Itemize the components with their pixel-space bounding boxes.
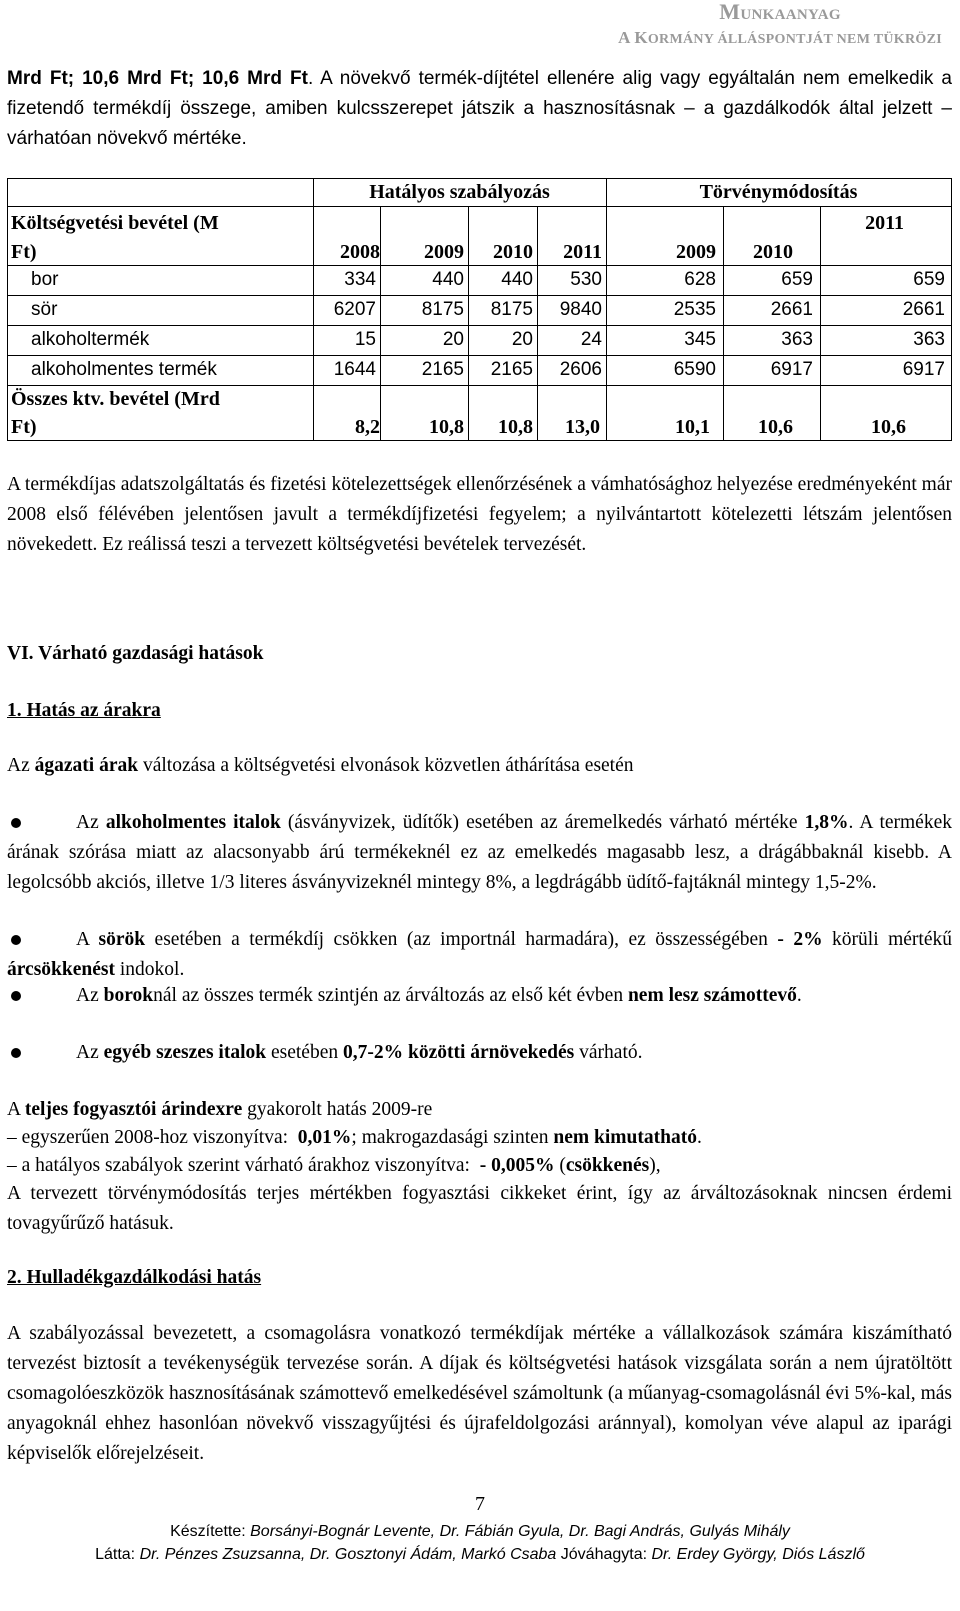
table-cell: 345 — [684, 329, 716, 350]
page-number: 7 — [475, 1493, 485, 1515]
watermark-line2: A KORMÁNY ÁLLÁSPONTJÁT NEM TÜKRÖZI — [618, 28, 942, 47]
paragraph-after-table: A termékdíjas adatszolgáltatás és fizetési kötelezettségek ellenőrzésének a vámhatósághoz helyezése eredményeként már 2008 első félévében jelentősen javult a termékdíjfizetési fegyelem; a nyilvántartott kötelezetti létszám jelentősen növekedett. Ez reálissá teszi a tervezett költségvetési bevételek tervezését. — [7, 474, 952, 555]
subsection-heading-2: 2. Hulladékgazdálkodási hatás — [7, 1267, 262, 1288]
footer-reviewed-approved: Látta: Dr. Pénzes Zsuzsanna, Dr. Gosztonyi Ádám, Markó Csaba Jóváhagyta: Dr. Erdey György, Diós Lászlő — [95, 1546, 865, 1563]
total-label-line1: Összes ktv. bevétel (Mrd — [11, 388, 220, 410]
total-cell: 10,6 — [871, 416, 906, 438]
row-header-line2: Ft) — [11, 241, 37, 263]
group-header-amendment: Törvénymódosítás — [699, 181, 858, 203]
year-header: 2009 — [424, 241, 464, 263]
table-cell: 659 — [781, 269, 813, 290]
year-header: 2011 — [865, 212, 904, 234]
draft-watermark — [618, 0, 942, 51]
row-label: alkoholmentes termék — [31, 359, 217, 380]
table-cell: 659 — [913, 269, 945, 290]
year-header: 2011 — [563, 241, 602, 263]
row-header-line1: Költségvetési bevétel (M — [11, 212, 219, 234]
cpi-line-4: A tervezett törvénymódosítás terjes mértékben fogyasztási cikkeket érint, így az árváltozásoknak nincsen érdemi tovagyűrűző hatásuk. — [7, 1183, 952, 1234]
cpi-line-3: – a hatályos szabályok szerint várható árakhoz viszonyítva: - 0,005% (csökkenés), — [7, 1155, 661, 1176]
sector-prices-line: Az ágazati árak változása a költségvetési elvonások közvetlen áthárítása esetén — [7, 755, 634, 776]
total-cell: 10,6 — [758, 416, 793, 438]
table-cell: 6590 — [673, 359, 716, 380]
group-header-current: Hatályos szabályozás — [369, 181, 550, 203]
intro-paragraph: Mrd Ft; 10,6 Mrd Ft; 10,6 Mrd Ft. A növekvő termék-díjtétel ellenére alig vagy egyáltalán nem emelkedik a fizetendő termékdíj összege, amiben kulcsszerepet játszik a hasznosításnak – a gazdálkodók által jelzett – várhatóan növekvő mértéke. — [7, 68, 952, 149]
total-cell: 10,8 — [429, 416, 464, 438]
table-cell: 15 — [354, 329, 376, 350]
subsection-heading-1: 1. Hatás az árakra — [7, 700, 161, 721]
year-header: 2010 — [753, 241, 793, 263]
waste-paragraph: A szabályozással bevezetett, a csomagolásra vonatkozó termékdíjak mértéke a vállalkozások számára kiszámítható tervezést biztosít a tevékenységük tervezése során. A díjak és költségvetési hatások vizsgálata során a nem újratöltött csomagolóeszközök hasznosításának számottevő emelkedésével számoltunk (a műanyag-csomagolásnál évi 5%-kal, más anyagoknál ehhez hasonlóan növekvő visszagyűjtési és újrafeldolgozási aránnyal), komolyan véve alapul az iparági képviselők előrejelzéseit. — [7, 1323, 952, 1464]
table-cell: 440 — [432, 269, 464, 290]
bullet-other-spirits: Az egyéb szeszes italok esetében 0,7-2% közötti árnövekedés várható. — [76, 1042, 643, 1063]
bullet-beer: A sörök esetében a termékdíj csökken (az importnál harmadára), ez összességében - 2% körüli mértékű árcsökkenést indokol. — [7, 929, 952, 980]
table-cell: 363 — [781, 329, 813, 350]
total-cell: 10,8 — [498, 416, 533, 438]
table-cell: 334 — [344, 269, 376, 290]
section-heading-vi: VI. Várható gazdasági hatások — [7, 643, 264, 664]
watermark-line1: MUNKAANYAG — [719, 0, 841, 24]
table-cell: 530 — [570, 269, 602, 290]
table-cell: 2165 — [421, 359, 464, 380]
table-cell: 6207 — [333, 299, 376, 320]
total-label-line2: Ft) — [11, 416, 37, 438]
table-cell: 2606 — [559, 359, 602, 380]
table-cell: 440 — [501, 269, 533, 290]
table-cell: 363 — [913, 329, 945, 350]
table-cell: 1644 — [333, 359, 376, 380]
footer-prepared-by: Készítette: Borsányi-Bognár Levente, Dr. Fábián Gyula, Dr. Bagi András, Gulyás Mihály — [170, 1523, 790, 1540]
table-cell: 20 — [511, 329, 533, 350]
table-cell: 9840 — [559, 299, 602, 320]
bullet-wine: Az boroknál az összes termék szintjén az árváltozás az első két évben nem lesz számottevő. — [76, 985, 802, 1006]
year-header: 2010 — [493, 241, 533, 263]
table-cell: 8175 — [490, 299, 533, 320]
year-header: 2009 — [676, 241, 716, 263]
table-cell: 2165 — [490, 359, 533, 380]
cpi-line-1: A teljes fogyasztói árindexre gyakorolt hatás 2009-re — [7, 1099, 433, 1120]
total-cell: 8,2 — [355, 416, 380, 438]
cpi-line-2: – egyszerűen 2008-hoz viszonyítva: 0,01%; makrogazdasági szinten nem kimutatható. — [7, 1127, 702, 1148]
table-cell: 2661 — [902, 299, 945, 320]
total-cell: 10,1 — [675, 416, 710, 438]
total-cell: 13,0 — [565, 416, 600, 438]
table-cell: 2661 — [770, 299, 813, 320]
revenue-table — [7, 178, 952, 440]
table-cell: 628 — [684, 269, 716, 290]
row-label: sör — [31, 299, 58, 320]
table-cell: 20 — [442, 329, 464, 350]
bullet-nonalcoholic: Az alkoholmentes italok (ásványvizek, üdítők) esetében az áremelkedés várható mértéke 1,8%. A termékek árának szórása miatt az alacsonyabb árú termékeknél ez az emelkedés magasabb lesz, a drágábbaknál kisebb. A legolcsóbb akciós, illetve 1/3 literes ásványvizeknél mintegy 8%, a legdrágább üdítő-fajtáknál mintegy 1,5-2%. — [7, 812, 952, 893]
row-label: alkoholtermék — [31, 329, 150, 350]
table-cell: 6917 — [902, 359, 945, 380]
table-cell: 2535 — [673, 299, 716, 320]
table-cell: 24 — [580, 329, 602, 350]
table-cell: 6917 — [770, 359, 813, 380]
table-cell: 8175 — [421, 299, 464, 320]
row-label: bor — [31, 269, 59, 290]
year-header: 2008 — [340, 241, 380, 263]
